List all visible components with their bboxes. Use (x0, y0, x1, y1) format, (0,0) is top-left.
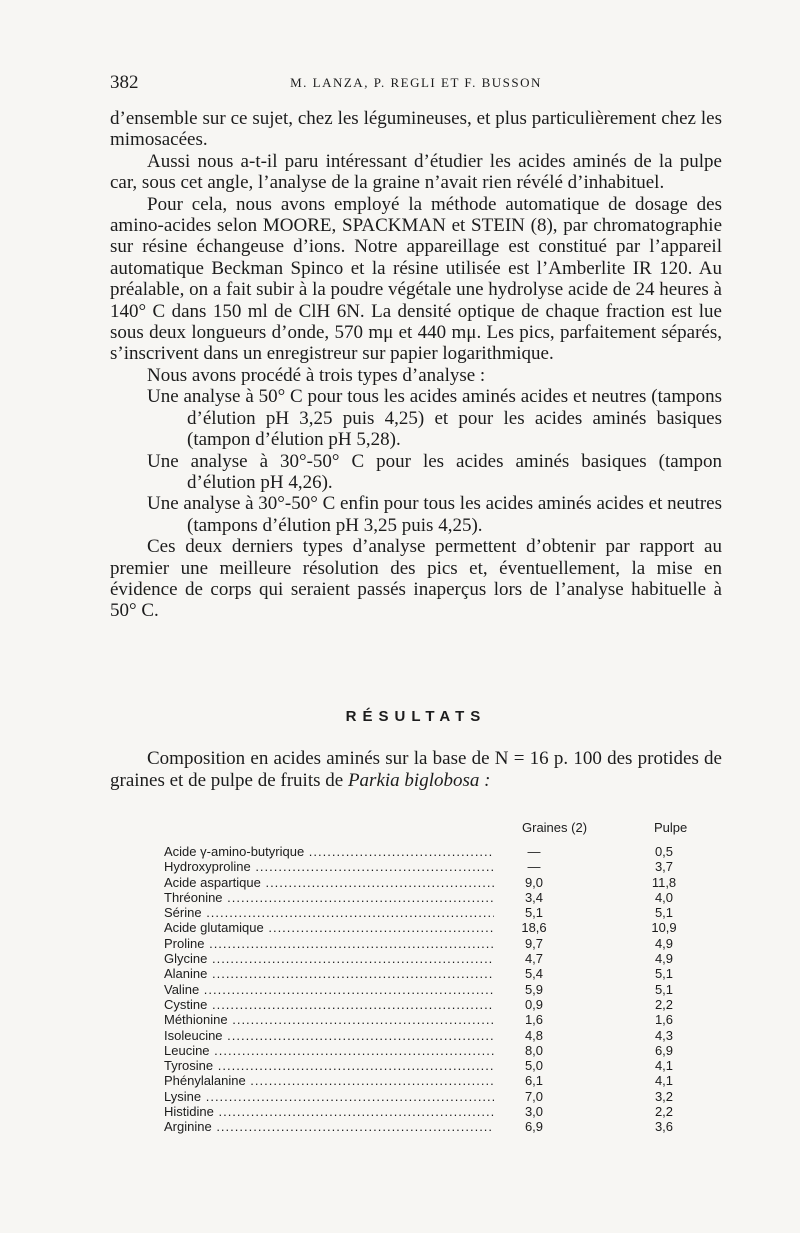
table-row (164, 875, 704, 890)
table-row (164, 920, 704, 935)
table-row (164, 844, 704, 859)
pulpe-value: 3,7 (654, 859, 674, 875)
pulpe-value: 5,1 (654, 905, 674, 921)
table-row (164, 1119, 704, 1134)
table-row (164, 982, 704, 997)
amino-acid-name: Isoleucine ..... (164, 1028, 494, 1043)
amino-acid-name: Thréonine ..... (164, 890, 494, 905)
pulpe-value: 4,1 (654, 1058, 674, 1074)
paragraph: d’ensemble sur ce sujet, chez les légumineuses, et plus particulièrement chez les mimosacées. (110, 108, 722, 151)
pulpe-value: 5,1 (654, 966, 674, 982)
paragraph: Aussi nous a-t-il paru intéressant d’étudier les acides aminés de la pulpe car, sous cet angle, l’analyse de la graine n’avait rien révélé d’inhabituel. (110, 150, 722, 194)
table-row (164, 890, 704, 905)
list-item: Une analyse à 30°-50° C enfin pour tous les acides aminés acides et neutres (tampons d’élution pH 3,25 puis 4,25). (147, 493, 722, 536)
amino-acid-name: Sérine ..... (164, 905, 494, 920)
amino-acid-name: Lysine ..... (164, 1089, 494, 1104)
graines-value: 5,0 (524, 1058, 544, 1074)
caption-species: Parkia biglobosa : (347, 770, 491, 791)
graines-value: 6,9 (524, 1119, 544, 1135)
graines-value: 8,0 (524, 1042, 544, 1058)
pulpe-value: 3,6 (654, 1119, 674, 1135)
amino-acid-name: Arginine ..... (164, 1119, 494, 1134)
paragraph: Pour cela, nous avons employé la méthode automatique de dosage des amino-acides selon MOORE, SPACKMAN et STEIN (8), par chromatographie sur résine échangeuse d’ions. Notre appareillage est constitué par l’appareil automatique Beckman Spinco et la résine utilisée est l’Amberlite IR 120. Au préalable, on a fait subir à la poudre végétale une hydrolyse acide de 24 heures à 140° C dans 150 ml de ClH 6N. La densité optique de chaque fraction est lue sous deux longueurs d’onde, 570 mμ et 440 mμ. Les pics, parfaitement séparés, s’inscrivent dans un enregistreur sur papier logarithmique. (110, 193, 722, 365)
pulpe-value: 4,9 (654, 935, 674, 951)
amino-acid-name: Hydroxyproline ..... (164, 859, 494, 874)
body-text (110, 108, 722, 622)
graines-value: 5,1 (524, 905, 544, 921)
pulpe-value: 5,1 (654, 981, 674, 997)
graines-value: 18,6 (521, 920, 547, 936)
table-row (164, 1089, 704, 1104)
amino-acid-name: Acide aspartique ..... (164, 875, 494, 890)
graines-value: 3,0 (524, 1104, 544, 1120)
pulpe-value: 2,2 (654, 996, 674, 1012)
amino-acid-name: Acide γ-amino-butyrique ..... (164, 844, 494, 859)
graines-value: 4,8 (524, 1027, 544, 1043)
page-number: 382 (110, 72, 139, 93)
table-row (164, 1058, 704, 1073)
pulpe-value: 4,1 (654, 1073, 674, 1089)
table-row (164, 951, 704, 966)
amino-acid-name: Phénylalanine ..... (164, 1073, 494, 1088)
paragraph: Nous avons procédé à trois types d’analyse : (147, 364, 486, 386)
column-header-graines: Graines (2) (522, 820, 588, 835)
amino-acid-name: Histidine ..... (164, 1104, 494, 1119)
amino-acid-name: Alanine ..... (164, 966, 494, 981)
pulpe-value: 4,9 (654, 951, 674, 967)
pulpe-value: 0,5 (654, 844, 674, 859)
graines-value: 9,7 (524, 935, 544, 951)
table-row (164, 905, 704, 920)
pulpe-value: 4,3 (654, 1027, 674, 1043)
list-item: Une analyse à 50° C pour tous les acides aminés acides et neutres (tampons d’élution pH 3,25 puis 4,25) et pour les acides aminés basiques (tampon d’élution pH 5,28). (147, 386, 722, 451)
table-caption (110, 748, 722, 792)
pulpe-value: 1,6 (654, 1012, 674, 1028)
amino-acid-name: Méthionine ..... (164, 1012, 494, 1027)
graines-value: 5,4 (524, 966, 544, 982)
table-row (164, 936, 704, 951)
table-row (164, 966, 704, 981)
amino-acid-table (164, 844, 704, 1135)
running-title: M. LANZA, P. REGLI ET F. BUSSON (290, 75, 542, 90)
column-header-pulpe: Pulpe (654, 820, 688, 835)
table-row (164, 997, 704, 1012)
section-heading: RÉSULTATS (345, 708, 487, 725)
amino-acid-name: Proline ..... (164, 936, 494, 951)
graines-value: 6,1 (524, 1073, 544, 1089)
pulpe-value: 2,2 (654, 1104, 674, 1120)
graines-value: 9,0 (524, 874, 544, 890)
caption-text: Composition en acides aminés sur la base de N = 16 p. 100 des protides de graines et de pulpe de fruits de (110, 748, 722, 791)
table-row (164, 1043, 704, 1058)
amino-acid-name: Acide glutamique ..... (164, 920, 494, 935)
pulpe-value: 11,8 (651, 874, 677, 890)
amino-acid-name: Leucine ..... (164, 1043, 494, 1058)
page-header (110, 72, 722, 94)
graines-value: — (527, 859, 541, 875)
graines-value: 3,4 (524, 889, 544, 905)
graines-value: 1,6 (524, 1012, 544, 1028)
table-row (164, 1028, 704, 1043)
table-row (164, 1012, 704, 1027)
graines-value: 4,7 (524, 951, 544, 967)
graines-value: — (527, 844, 541, 859)
pulpe-value: 4,0 (654, 889, 674, 905)
pulpe-value: 3,2 (654, 1088, 674, 1104)
list-item: Une analyse à 30°-50° C pour les acides aminés basiques (tampon d’élution pH 4,26). (147, 450, 722, 493)
graines-value: 5,9 (524, 981, 544, 997)
table-row (164, 1104, 704, 1119)
graines-value: 0,9 (524, 996, 544, 1012)
table-row (164, 859, 704, 874)
pulpe-value: 6,9 (654, 1042, 674, 1058)
amino-acid-name: Glycine ..... (164, 951, 494, 966)
amino-acid-name: Cystine ..... (164, 997, 494, 1012)
graines-value: 7,0 (524, 1088, 544, 1104)
amino-acid-name: Valine ..... (164, 982, 494, 997)
table-row (164, 1073, 704, 1088)
pulpe-value: 10,9 (651, 920, 677, 936)
paragraph: Ces deux derniers types d’analyse permettent d’obtenir par rapport au premier une meilleure résolution des pics et, éventuellement, la mise en évidence de corps qui seraient passés inaperçus lors de l’analyse habituelle à 50° C. (110, 536, 722, 622)
amino-acid-name: Tyrosine ..... (164, 1058, 494, 1073)
